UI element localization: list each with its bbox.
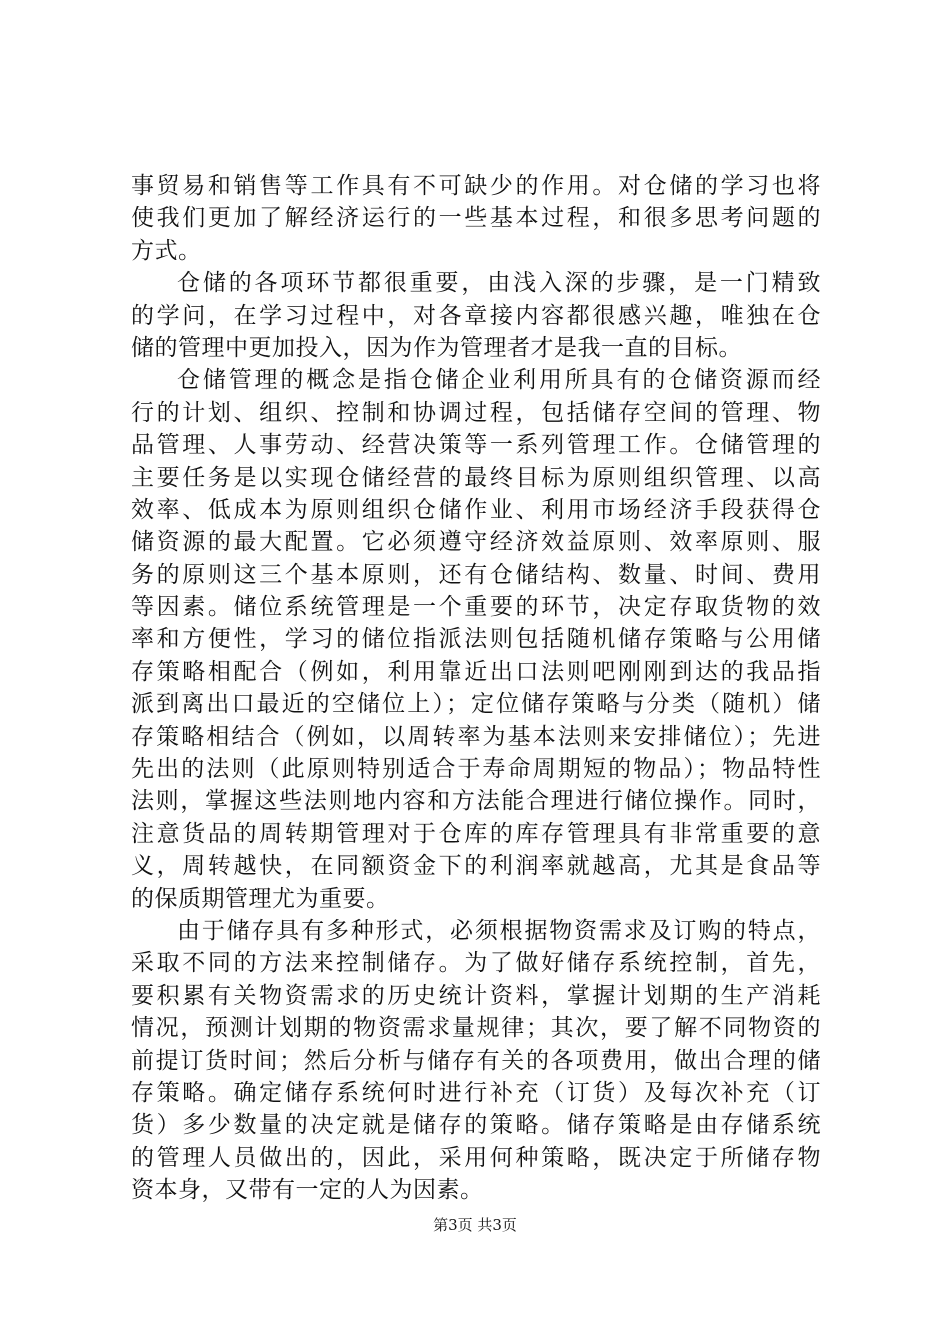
text-line: 方式。 bbox=[131, 237, 202, 264]
text-line: 货）多少数量的决定就是储存的策略。储存策略是由存储系统 bbox=[131, 1112, 821, 1139]
text-line: 法则，掌握这些法则地内容和方法能合理进行储位操作。同时， bbox=[131, 788, 821, 815]
body-text bbox=[131, 170, 821, 1207]
text-line: 等因素。储位系统管理是一个重要的环节，决定存取货物的效 bbox=[131, 594, 821, 621]
text-line: 效率、低成本为原则组织仓储作业、利用市场经济手段获得仓 bbox=[131, 496, 821, 523]
text-line: 注意货品的周转期管理对于仓库的库存管理具有非常重要的意 bbox=[131, 820, 821, 847]
paragraph bbox=[131, 267, 821, 364]
text-line: 的保质期管理尤为重要。 bbox=[131, 885, 390, 912]
paragraph bbox=[131, 915, 821, 1207]
text-line: 储的管理中更加投入，因为作为管理者才是我一直的目标。 bbox=[131, 334, 742, 361]
text-line: 储资源的最大配置。它必须遵守经济效益原则、效率原则、服 bbox=[131, 529, 821, 556]
paragraph bbox=[131, 170, 821, 267]
page-footer: 第3页 共3页 bbox=[433, 1216, 517, 1234]
text-line: 要积累有关物资需求的历史统计资料，掌握计划期的生产消耗 bbox=[131, 982, 821, 1009]
text-line: 采取不同的方法来控制储存。为了做好储存系统控制，首先， bbox=[131, 950, 821, 977]
text-line: 存策略。确定储存系统何时进行补充（订货）及每次补充（订 bbox=[131, 1079, 821, 1106]
text-line: 率和方便性，学习的储位指派法则包括随机储存策略与公用储 bbox=[131, 626, 821, 653]
text-line: 务的原则这三个基本原则，还有仓储结构、数量、时间、费用 bbox=[131, 561, 821, 588]
text-line: 事贸易和销售等工作具有不可缺少的作用。对仓储的学习也将 bbox=[131, 173, 821, 199]
text-line: 存策略相配合（例如，利用靠近出口法则吧刚刚到达的我品指 bbox=[131, 658, 821, 685]
paragraph bbox=[131, 364, 821, 915]
text-line: 前提订货时间；然后分析与储存有关的各项费用，做出合理的储 bbox=[131, 1047, 821, 1074]
text-line: 资本身，又带有一定的人为因素。 bbox=[131, 1177, 484, 1204]
text-line: 由于储存具有多种形式，必须根据物资需求及订购的特点， bbox=[177, 917, 821, 944]
text-line: 品管理、人事劳动、经营决策等一系列管理工作。仓储管理的 bbox=[131, 432, 821, 459]
text-line: 行的计划、组织、控制和协调过程，包括储存空间的管理、物 bbox=[131, 399, 821, 426]
text-line: 先出的法则（此原则特别适合于寿命周期短的物品）；物品特性 bbox=[131, 756, 821, 783]
text-line: 使我们更加了解经济运行的一些基本过程，和很多思考问题的 bbox=[131, 205, 821, 232]
text-line: 派到离出口最近的空储位上）；定位储存策略与分类（随机）储 bbox=[131, 691, 821, 718]
text-line: 义，周转越快，在同额资金下的利润率就越高，尤其是食品等 bbox=[131, 853, 821, 880]
text-line: 仓储管理的概念是指仓储企业利用所具有的仓储资源而经 bbox=[177, 367, 821, 394]
text-line: 存策略相结合（例如，以周转率为基本法则来安排储位）；先进 bbox=[131, 723, 821, 750]
text-line: 仓储的各项环节都很重要，由浅入深的步骤，是一门精致 bbox=[177, 270, 821, 297]
text-line: 情况，预测计划期的物资需求量规律；其次，要了解不同物资的 bbox=[131, 1015, 821, 1042]
text-line: 主要任务是以实现仓储经营的最终目标为原则组织管理、以高 bbox=[131, 464, 821, 491]
text-line: 的管理人员做出的，因此，采用何种策略，既决定于所储存物 bbox=[131, 1144, 821, 1171]
text-line: 的学问，在学习过程中，对各章接内容都很感兴趣，唯独在仓 bbox=[131, 302, 821, 329]
